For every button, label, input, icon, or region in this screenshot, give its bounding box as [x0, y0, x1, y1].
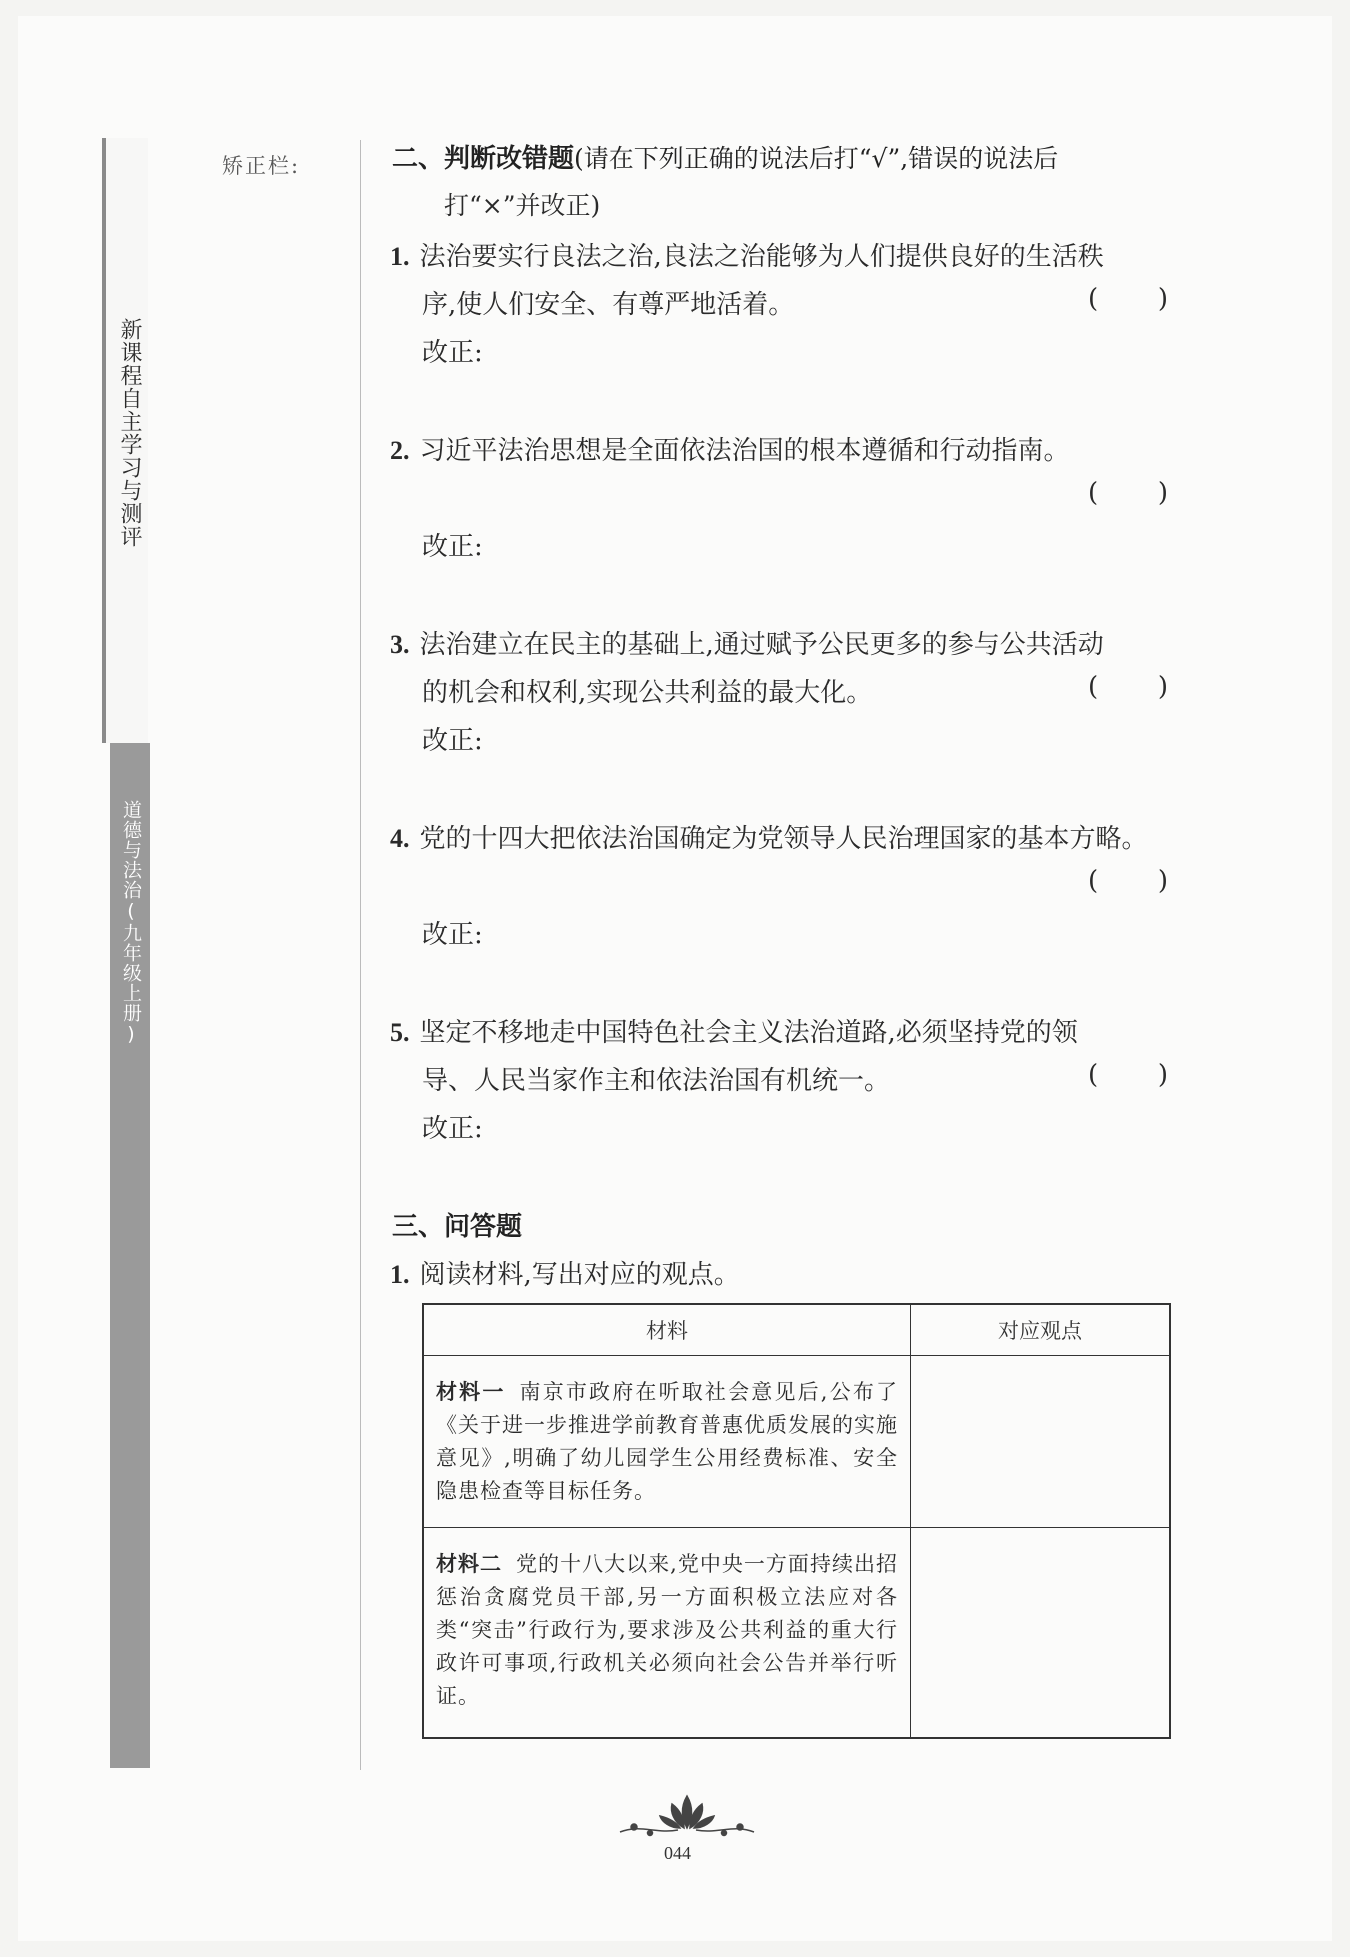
table-header-row	[423, 1304, 1170, 1356]
question-text: 党的十四大把依法治国确定为党领导人民治理国家的基本方略。	[419, 824, 1148, 854]
correction-prompt-3: 改正:	[422, 726, 483, 756]
question-2-line1	[390, 430, 1070, 467]
material-label: 材料一	[436, 1380, 506, 1404]
answer-parentheses-5[interactable]: ( )	[1088, 1060, 1168, 1090]
question-text: 阅读材料,写出对应的观点。	[419, 1260, 740, 1290]
answer-parentheses-4[interactable]: ( )	[1088, 866, 1168, 896]
correction-prompt-2: 改正:	[422, 532, 483, 562]
answer-parentheses-1[interactable]: ( )	[1088, 284, 1168, 314]
correction-prompt-5: 改正:	[422, 1114, 483, 1144]
table-header-viewpoint: 对应观点	[911, 1304, 1171, 1356]
material-text: 南京市政府在听取社会意见后,公布了《关于进一步推进学前教育普惠优质发展的实施意见》,明确了幼儿园学生公用经费标准、安全隐患检查等目标任务。	[436, 1380, 898, 1503]
book-title: 新课程自主学习与测评	[117, 318, 142, 548]
section2-note-line1: (请在下列正确的说法后打“√”,错误的说法后	[574, 144, 1059, 173]
column-divider	[360, 140, 361, 1770]
subject-title: 道德与法治(九年级上册)	[120, 800, 142, 1046]
table-row	[423, 1528, 1170, 1738]
question-text: 习近平法治思想是全面依法治国的根本遵循和行动指南。	[419, 436, 1070, 466]
section2-note-line2: 打“×”并改正)	[444, 191, 601, 220]
floral-ornament-icon	[612, 1790, 762, 1840]
section3-title: 三、问答题	[392, 1212, 523, 1242]
question-text: 法治要实行良法之治,良法之治能够为人们提供良好的生活秩	[419, 242, 1104, 272]
question-text: 法治建立在民主的基础上,通过赋予公民更多的参与公共活动	[419, 630, 1104, 660]
page-number: 044	[664, 1843, 691, 1863]
table-row	[423, 1356, 1170, 1528]
question-number: 3.	[390, 630, 410, 659]
question-5-line2: 导、人民当家作主和依法治国有机统一。	[422, 1066, 891, 1096]
question-number: 2.	[390, 436, 410, 465]
correction-prompt-4: 改正:	[422, 920, 483, 950]
viewpoint-answer-cell[interactable]	[911, 1356, 1171, 1528]
question-3-line1	[390, 624, 1104, 661]
section2-title: 二、判断改错题	[392, 144, 575, 174]
viewpoint-answer-cell[interactable]	[911, 1528, 1171, 1738]
correction-prompt-1: 改正:	[422, 338, 483, 368]
question-number: 4.	[390, 824, 410, 853]
question-5-line1	[390, 1012, 1078, 1049]
question-1-line1	[390, 236, 1104, 273]
material-cell	[423, 1356, 911, 1528]
section2-heading	[392, 138, 1058, 175]
material-label: 材料二	[436, 1552, 503, 1576]
material-cell	[423, 1528, 911, 1738]
section3-question-1	[390, 1254, 740, 1291]
question-4-line1	[390, 818, 1148, 855]
material-table	[422, 1303, 1171, 1739]
question-number: 1.	[390, 1260, 410, 1289]
table-header-material: 材料	[423, 1304, 911, 1356]
question-number: 1.	[390, 242, 410, 271]
question-3-line2: 的机会和权利,实现公共利益的最大化。	[422, 678, 873, 708]
question-text: 坚定不移地走中国特色社会主义法治道路,必须坚持党的领	[419, 1018, 1078, 1048]
question-1-line2: 序,使人们安全、有尊严地活着。	[422, 290, 795, 320]
answer-parentheses-2[interactable]: ( )	[1088, 478, 1168, 508]
answer-parentheses-3[interactable]: ( )	[1088, 672, 1168, 702]
correction-column-label: 矫正栏:	[222, 154, 301, 178]
material-text: 党的十八大以来,党中央一方面持续出招惩治贪腐党员干部,另一方面积极立法应对各类“突击”行政行为,要求涉及公共利益的重大行政许可事项,行政机关必须向社会公告并举行听证。	[436, 1552, 898, 1708]
question-number: 5.	[390, 1018, 410, 1047]
